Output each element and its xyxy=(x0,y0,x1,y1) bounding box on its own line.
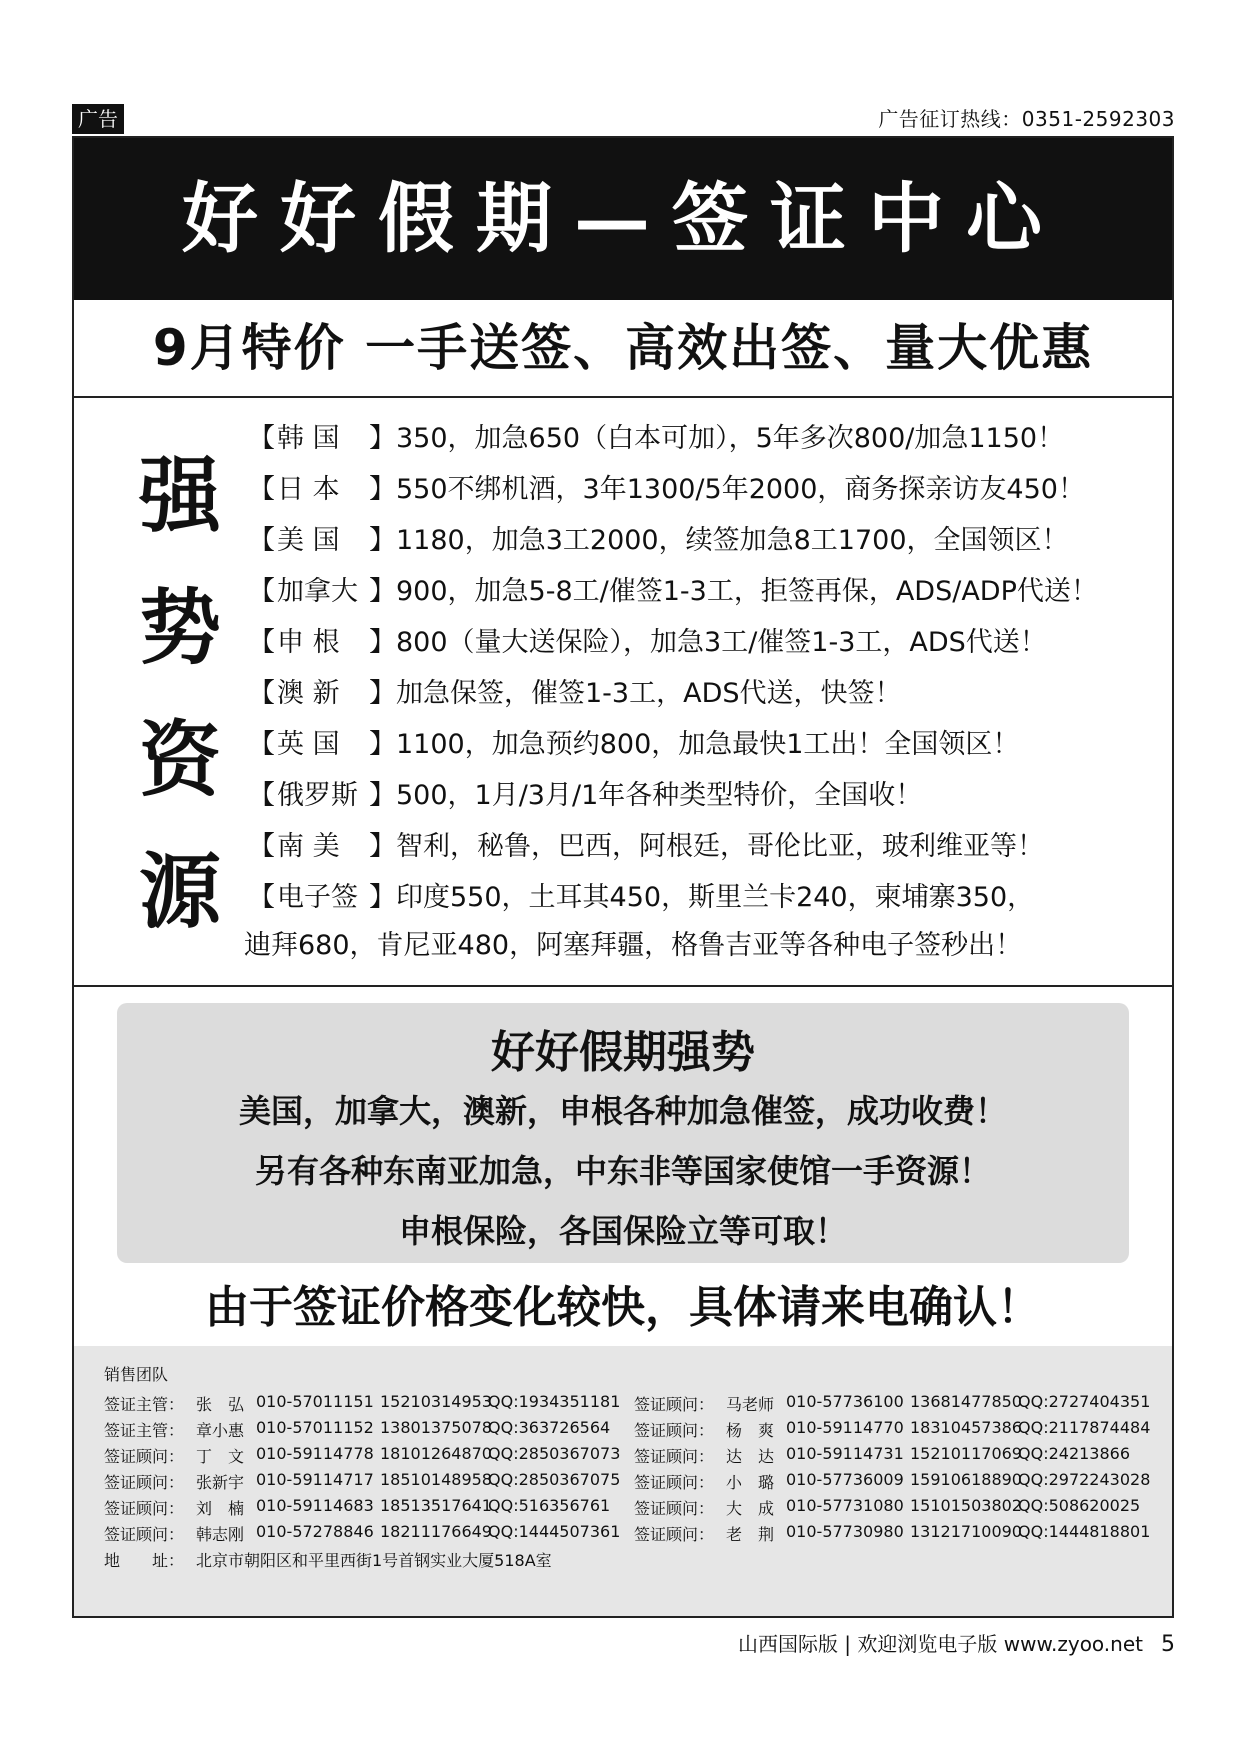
contact-row xyxy=(104,1496,638,1519)
contact-name: 韩志刚 xyxy=(196,1525,245,1544)
offer-row xyxy=(248,818,1148,869)
address-label: 地 址： xyxy=(104,1551,185,1570)
offer-detail: 智利，秘鲁，巴西，阿根廷，哥伦比亚，玻利维亚等！ xyxy=(396,831,1044,862)
offer-list xyxy=(244,410,1148,971)
contact-name: 杨 爽 xyxy=(726,1421,775,1440)
promo-subtitle: 9月特价 一手送签、高效出签、量大优惠 xyxy=(74,300,1172,398)
contact-mobile: 15210117069 xyxy=(910,1444,1022,1463)
contact-mobile: 13681477850 xyxy=(910,1392,1022,1411)
contact-row xyxy=(634,1392,1168,1415)
offer-country: 【 南 美 】 xyxy=(248,824,396,863)
contact-name: 达 达 xyxy=(726,1447,775,1466)
offer-country: 【 电子签 】 xyxy=(248,875,396,914)
strengths-line: 另有各种东南亚加急，中东非等国家使馆一手资源！ xyxy=(254,1152,991,1190)
side-title-char: 资 xyxy=(138,712,221,808)
contact-phone: 010-57011151 xyxy=(256,1392,374,1411)
offer-country: 【 日 本 】 xyxy=(248,467,396,506)
offer-country-name: 申 根 xyxy=(277,627,340,658)
contact-name: 张 弘 xyxy=(196,1395,245,1414)
contact-mobile: 13801375078 xyxy=(380,1418,492,1437)
offer-row xyxy=(248,716,1148,767)
contact-role: 签证主管： xyxy=(104,1395,185,1414)
contact-name: 丁 文 xyxy=(196,1447,245,1466)
offer-country: 【 英 国 】 xyxy=(248,722,396,761)
offer-detail: 1180，加急3工2000，续签加急8工1700，全国领区！ xyxy=(396,525,1069,556)
contact-phone: 010-57011152 xyxy=(256,1418,374,1437)
offer-detail: 350，加急650（白本可加），5年多次800/加急1150！ xyxy=(396,423,1065,454)
offer-country-name: 澳 新 xyxy=(277,678,340,709)
contact-phone: 010-57278846 xyxy=(256,1522,374,1541)
contact-qq: QQ:2850367073 xyxy=(488,1444,621,1463)
contact-row xyxy=(104,1470,638,1493)
contact-role: 签证顾问： xyxy=(104,1525,185,1544)
offer-country-name: 俄罗斯 xyxy=(277,780,358,811)
contact-role: 签证顾问： xyxy=(634,1395,715,1414)
side-title xyxy=(130,430,230,958)
offer-detail: 加急保签，催签1-3工，ADS代送，快签！ xyxy=(396,678,902,709)
offer-country-name: 日 本 xyxy=(277,474,340,505)
contact-role: 签证顾问： xyxy=(634,1525,715,1544)
price-notice: 由于签证价格变化较快，具体请来电确认！ xyxy=(205,1282,1041,1333)
offer-detail: 1100，加急预约800，加急最快1工出！全国领区！ xyxy=(396,729,1020,760)
page-footer xyxy=(738,1630,1175,1659)
contact-name: 章小惠 xyxy=(196,1421,245,1440)
contact-row xyxy=(104,1392,638,1415)
contact-phone: 010-57736100 xyxy=(786,1392,904,1411)
contact-mobile: 15101503802 xyxy=(910,1496,1022,1515)
offer-row xyxy=(248,461,1148,512)
contact-name: 张新宇 xyxy=(196,1473,245,1492)
offer-country: 【 澳 新 】 xyxy=(248,671,396,710)
contact-mobile: 15210314953 xyxy=(380,1392,492,1411)
contact-role: 签证顾问： xyxy=(634,1421,715,1440)
contact-qq: QQ:1444818801 xyxy=(1018,1522,1151,1541)
offer-country-name: 韩 国 xyxy=(277,423,340,454)
contact-role: 签证顾问： xyxy=(104,1447,185,1466)
offer-country-name: 南 美 xyxy=(277,831,340,862)
contact-mobile: 18513517641 xyxy=(380,1496,492,1515)
section-divider xyxy=(74,985,1172,987)
contact-mobile: 18101264870 xyxy=(380,1444,492,1463)
offer-detail: 印度550，土耳其450，斯里兰卡240，柬埔寨350， xyxy=(396,882,1035,913)
contact-phone: 010-57731080 xyxy=(786,1496,904,1515)
strengths-title: 好好假期强势 xyxy=(491,1027,755,1078)
contact-mobile: 13121710090 xyxy=(910,1522,1022,1541)
contact-mobile: 15910618890 xyxy=(910,1470,1022,1489)
contact-role: 签证顾问： xyxy=(634,1447,715,1466)
contact-row xyxy=(634,1418,1168,1441)
contact-qq: QQ:363726564 xyxy=(488,1418,611,1437)
ad-tag: 广告 xyxy=(72,104,124,134)
contact-name: 大 成 xyxy=(726,1499,775,1518)
contact-role: 签证顾问： xyxy=(104,1499,185,1518)
offer-row xyxy=(248,512,1148,563)
footer-text: 山西国际版 | 欢迎浏览电子版 www.zyoo.net xyxy=(737,1632,1143,1656)
ad-hotline: 广告征订热线：0351-2592303 xyxy=(878,107,1175,131)
address-row xyxy=(104,1548,552,1571)
contact-qq: QQ:1934351181 xyxy=(488,1392,621,1411)
strengths-box xyxy=(117,1003,1129,1263)
offer-country-name: 美 国 xyxy=(277,525,340,556)
offer-country-name: 加拿大 xyxy=(277,576,358,607)
offer-country: 【 美 国 】 xyxy=(248,518,396,557)
team-label: 销售团队 xyxy=(104,1365,169,1384)
offer-country-name: 英 国 xyxy=(277,729,340,760)
contact-name: 刘 楠 xyxy=(196,1499,245,1518)
contact-phone: 010-57736009 xyxy=(786,1470,904,1489)
contact-row xyxy=(634,1496,1168,1519)
offer-country: 【 申 根 】 xyxy=(248,620,396,659)
contact-row xyxy=(104,1418,638,1441)
contact-phone: 010-57730980 xyxy=(786,1522,904,1541)
contact-name: 老 荆 xyxy=(726,1525,775,1544)
offer-country: 【 加拿大 】 xyxy=(248,569,396,608)
contact-mobile: 18310457386 xyxy=(910,1418,1022,1437)
offer-row xyxy=(248,614,1148,665)
offer-row xyxy=(248,563,1148,614)
offer-country: 【 韩 国 】 xyxy=(248,416,396,455)
offer-row xyxy=(248,665,1148,716)
contact-role: 签证顾问： xyxy=(634,1499,715,1518)
offer-country: 【 俄罗斯 】 xyxy=(248,773,396,812)
contacts-panel xyxy=(74,1346,1172,1616)
side-title-char: 势 xyxy=(138,580,221,676)
contact-row xyxy=(104,1522,638,1545)
contact-phone: 010-59114683 xyxy=(256,1496,374,1515)
page-number: 5 xyxy=(1161,1632,1175,1657)
contact-role: 签证主管： xyxy=(104,1421,185,1440)
contact-qq: QQ:2850367075 xyxy=(488,1470,621,1489)
contact-mobile: 18211176649 xyxy=(380,1522,492,1541)
contact-phone: 010-59114717 xyxy=(256,1470,374,1489)
contact-row xyxy=(634,1522,1168,1545)
side-title-char: 源 xyxy=(138,844,221,940)
banner-title: 好好假期—签证中心 xyxy=(74,138,1172,300)
contact-phone: 010-59114731 xyxy=(786,1444,904,1463)
offer-detail: 550不绑机酒，3年1300/5年2000，商务探亲访友450！ xyxy=(396,474,1085,505)
contact-row xyxy=(104,1444,638,1467)
strengths-line: 申根保险，各国保险立等可取！ xyxy=(398,1212,847,1250)
contact-role: 签证顾问： xyxy=(104,1473,185,1492)
contact-phone: 010-59114778 xyxy=(256,1444,374,1463)
contact-row xyxy=(634,1444,1168,1467)
contact-role: 签证顾问： xyxy=(634,1473,715,1492)
contact-qq: QQ:2972243028 xyxy=(1018,1470,1151,1489)
offer-row xyxy=(248,410,1148,461)
contact-row xyxy=(634,1470,1168,1493)
contact-mobile: 18510148958 xyxy=(380,1470,492,1489)
contact-name: 小 璐 xyxy=(726,1473,775,1492)
offer-country-name: 电子签 xyxy=(277,882,358,913)
offer-detail: 900，加急5-8工/催签1-3工，拒签再保，ADS/ADP代送！ xyxy=(396,576,1098,607)
side-title-char: 强 xyxy=(138,448,221,544)
contact-name: 马老师 xyxy=(726,1395,775,1414)
offer-extra-line: 迪拜680，肯尼亚480，阿塞拜疆，格鲁吉亚等各种电子签秒出！ xyxy=(244,930,1023,961)
contact-qq: QQ:516356761 xyxy=(488,1496,611,1515)
address-value: 北京市朝阳区和平里西街1号首钢实业大厦518A室 xyxy=(196,1551,552,1570)
contact-qq: QQ:24213866 xyxy=(1018,1444,1131,1463)
contact-qq: QQ:1444507361 xyxy=(488,1522,621,1541)
contact-qq: QQ:508620025 xyxy=(1018,1496,1141,1515)
offer-detail: 500，1月/3月/1年各种类型特价，全国收！ xyxy=(396,780,923,811)
strengths-line: 美国，加拿大，澳新，申根各种加急催签，成功收费！ xyxy=(238,1092,1007,1130)
contact-phone: 010-59114770 xyxy=(786,1418,904,1437)
offer-row xyxy=(248,767,1148,818)
contact-qq: QQ:2117874484 xyxy=(1018,1418,1151,1437)
offer-row xyxy=(248,869,1148,920)
contact-qq: QQ:2727404351 xyxy=(1018,1392,1151,1411)
offer-detail: 800（量大送保险），加急3工/催签1-3工，ADS代送！ xyxy=(396,627,1047,658)
